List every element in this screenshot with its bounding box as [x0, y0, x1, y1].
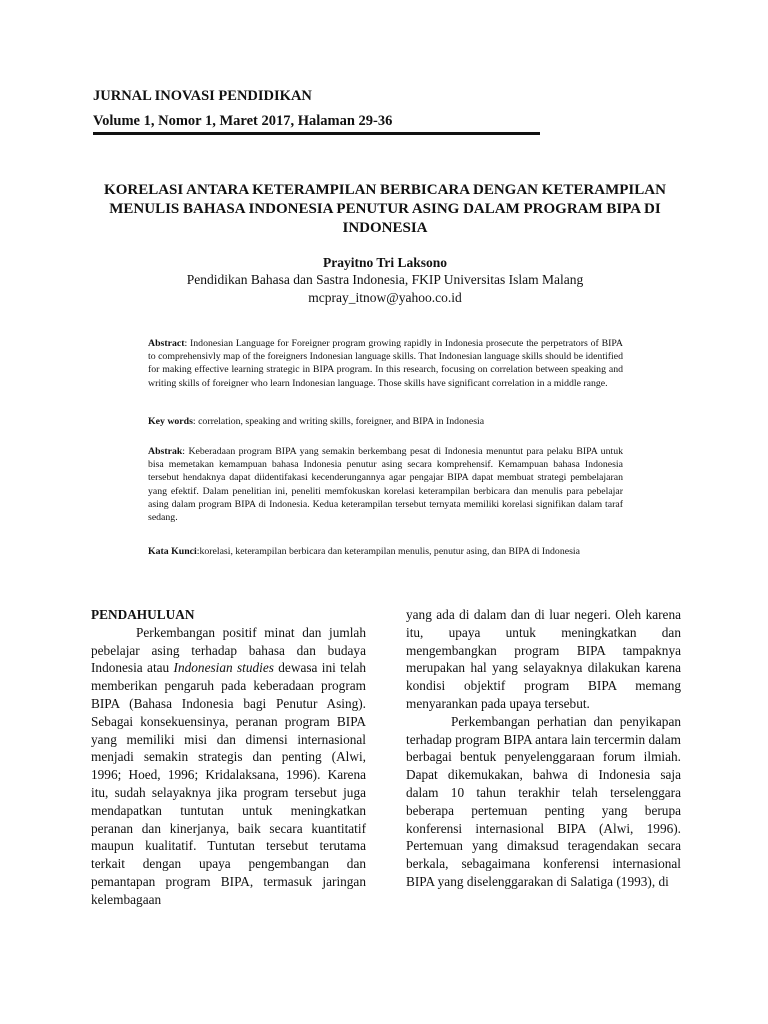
paper-title: KORELASI ANTARA KETERAMPILAN BERBICARA DENGAN KETERAMPILAN MENULIS BAHASA INDONESIA PENUTUR ASING DALAM PROGRAM BIPA DI INDONESIA [104, 182, 666, 236]
abstract-id-text: : Keberadaan program BIPA yang semakin berkembang pesat di Indonesia menuntut para pelaku BIPA untuk bisa memetakan kemampuan bahasa Indonesia penutur asing secara komprehensif. Kemampuan bahasa Indonesia tersebut hendaknya dapat diidentifakasi kecenderungannya agar pengajar BIPA dapat membuat strategi pembelajaran yang efektif. Dalam penelitian ini, peneliti memfokuskan korelasi keterampilan berbicara dan menulis para pebelajar asing dalam program BIPA di Indonesia. Kedua keterampilan tersebut ternyata memiliki korelasi signifikan dalam taraf sedang. [148, 446, 623, 524]
section-heading: PENDAHULUAN [91, 607, 195, 622]
keywords-id [148, 545, 623, 558]
body-right-column [406, 606, 681, 891]
abstract-en-label: Abstract [148, 338, 185, 349]
abstract-id [148, 445, 623, 524]
keywords-en [148, 415, 623, 428]
author-affiliation: Pendidikan Bahasa dan Sastra Indonesia, FKIP Universitas Islam Malang [186, 272, 584, 287]
author-name: Prayitno Tri Laksono [322, 255, 448, 270]
body-paragraph-2: Perkembangan perhatian dan penyikapan terhadap program BIPA antara lain tercermin dalam berbagai bentuk penyelenggaraan forum ilmiah. Dapat dikemukakan, bahwa di Indonesia saja dalam 10 tahun terakhir telah terselenggara beberapa pertemuan penting yang berupa konferensi internasional BIPA (Alwi, 1996). Pertemuan yang dimaksud teragendakan secara berkala, sebagaimana konferensi internasional BIPA yang diselenggarakan di Salatiga (1993), di [406, 713, 681, 889]
body-paragraph-1-cont: yang ada di dalam dan di luar negeri. Oleh karena itu, upaya untuk meningkatkan dan mengembangkan program BIPA tampaknya merupakan hal yang selayaknya dilakukan karena kondisi objektif program BIPA memang menyarankan pada upaya tersebut. [406, 607, 681, 711]
body-left-column [91, 606, 366, 909]
keywords-id-label: Kata Kunci [148, 546, 197, 557]
body-paragraph-1: Perkembangan positif minat dan jumlah pebelajar asing terhadap bahasa dan budaya Indonesia atau Indonesian studies dewasa ini telah memberikan pengaruh pada keberadaan program BIPA (Bahasa Indonesia bagi Penutur Asing). Sebagai konsekuensinya, peranan program BIPA yang memiliki misi dan dimensi internasional menjadi semakin strategis dan penting (Alwi, 1996; Hoed, 1996; Kridalaksana, 1996). Karena itu, sudah selayaknya jika program tersebut juga mendapatkan tuntutan untuk meningkatkan peranan dan kinerjanya, baik secara kuantitatif maupun kualitatif. Tuntutan tersebut terutama terkait dengan upaya pengembangan dan pemantapan program BIPA, termasuk jaringan kelembagaan [91, 624, 366, 907]
abstract-id-label: Abstrak [148, 446, 183, 457]
keywords-en-text: : correlation, speaking and writing skills, foreigner, and BIPA in Indonesia [192, 416, 485, 427]
abstract-en [148, 337, 623, 390]
abstract-en-text: : Indonesian Language for Foreigner program growing rapidly in Indonesia prosecute the perpetrators of BIPA to comprehensivly map of the foreigners Indonesian language skills. That Indonesian language skills should be identified for making effective learning strategic in BIPA program. In this research, focusing on correlation between speaking and writing skills of foreigner who learn Indonesian language. Those skills have significant correlation in a middle range. [148, 338, 623, 389]
keywords-id-text: :korelasi, keterampilan berbicara dan keterampilan menulis, penutur asing, dan BIPA di Indonesia [196, 546, 580, 557]
header-rule [93, 132, 540, 135]
author-email: mcpray_itnow@yahoo.co.id [308, 290, 462, 305]
issue-info: Volume 1, Nomor 1, Maret 2017, Halaman 29-36 [93, 113, 393, 129]
keywords-en-label: Key words [148, 416, 193, 427]
journal-name: JURNAL INOVASI PENDIDIKAN [93, 88, 312, 104]
